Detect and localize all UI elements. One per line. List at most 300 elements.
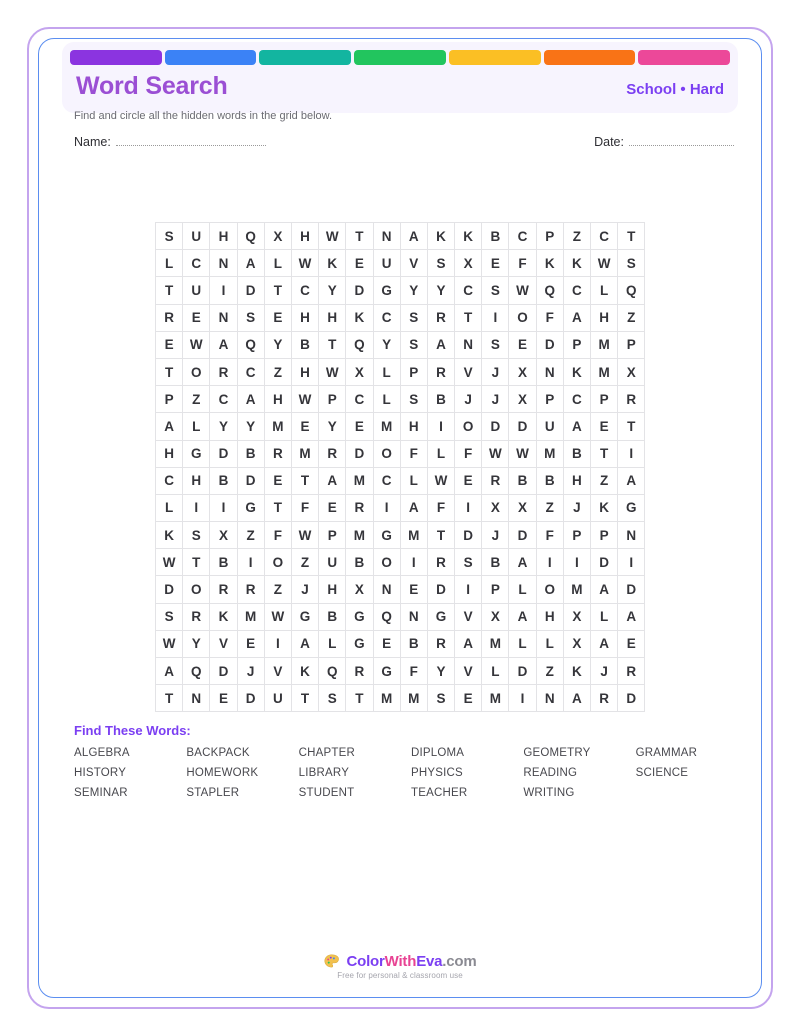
grid-cell[interactable]: J bbox=[482, 386, 509, 413]
word-list-item[interactable]: STAPLER bbox=[186, 787, 240, 799]
grid-cell[interactable]: U bbox=[319, 549, 346, 576]
grid-cell[interactable]: N bbox=[183, 685, 210, 712]
grid-cell[interactable]: G bbox=[618, 494, 645, 521]
grid-cell[interactable]: U bbox=[536, 413, 563, 440]
grid-cell[interactable]: A bbox=[509, 603, 536, 630]
grid-cell[interactable]: T bbox=[264, 277, 291, 304]
grid-cell[interactable]: M bbox=[482, 685, 509, 712]
grid-cell[interactable]: M bbox=[591, 358, 618, 385]
grid-cell[interactable]: A bbox=[591, 576, 618, 603]
grid-cell[interactable]: T bbox=[618, 413, 645, 440]
grid-cell[interactable]: X bbox=[563, 603, 590, 630]
grid-cell[interactable]: T bbox=[455, 304, 482, 331]
grid-cell[interactable]: W bbox=[264, 603, 291, 630]
grid-cell[interactable]: E bbox=[509, 331, 536, 358]
grid-cell[interactable]: X bbox=[563, 630, 590, 657]
grid-cell[interactable]: S bbox=[319, 685, 346, 712]
grid-cell[interactable]: X bbox=[509, 386, 536, 413]
word-list-item[interactable]: PHYSICS bbox=[411, 767, 463, 779]
grid-cell[interactable]: L bbox=[183, 413, 210, 440]
grid-cell[interactable]: R bbox=[346, 658, 373, 685]
grid-cell[interactable]: H bbox=[563, 467, 590, 494]
grid-cell[interactable]: K bbox=[210, 603, 237, 630]
grid-cell[interactable]: E bbox=[264, 467, 291, 494]
grid-cell[interactable]: T bbox=[156, 358, 183, 385]
grid-cell[interactable]: Z bbox=[536, 494, 563, 521]
name-field[interactable] bbox=[74, 134, 266, 149]
grid-cell[interactable]: S bbox=[156, 603, 183, 630]
grid-cell[interactable]: A bbox=[291, 630, 318, 657]
grid-cell[interactable]: N bbox=[373, 223, 400, 250]
grid-cell[interactable]: D bbox=[618, 576, 645, 603]
word-list-item[interactable]: BACKPACK bbox=[186, 747, 250, 759]
grid-cell[interactable]: O bbox=[455, 413, 482, 440]
grid-cell[interactable]: G bbox=[346, 603, 373, 630]
grid-cell[interactable]: W bbox=[291, 250, 318, 277]
grid-cell[interactable]: H bbox=[291, 304, 318, 331]
grid-cell[interactable]: P bbox=[319, 386, 346, 413]
grid-cell[interactable]: I bbox=[237, 549, 264, 576]
grid-cell[interactable]: P bbox=[156, 386, 183, 413]
grid-cell[interactable]: I bbox=[482, 304, 509, 331]
grid-cell[interactable]: Q bbox=[618, 277, 645, 304]
grid-cell[interactable]: G bbox=[373, 277, 400, 304]
grid-cell[interactable]: V bbox=[400, 250, 427, 277]
grid-cell[interactable]: N bbox=[210, 304, 237, 331]
grid-cell[interactable]: W bbox=[156, 549, 183, 576]
grid-cell[interactable]: S bbox=[237, 304, 264, 331]
grid-cell[interactable]: A bbox=[156, 413, 183, 440]
grid-cell[interactable]: J bbox=[291, 576, 318, 603]
grid-cell[interactable]: P bbox=[319, 522, 346, 549]
grid-cell[interactable]: M bbox=[482, 630, 509, 657]
grid-cell[interactable]: P bbox=[563, 331, 590, 358]
grid-cell[interactable]: L bbox=[509, 630, 536, 657]
grid-cell[interactable]: I bbox=[618, 440, 645, 467]
grid-cell[interactable]: W bbox=[427, 467, 454, 494]
grid-cell[interactable]: B bbox=[563, 440, 590, 467]
grid-cell[interactable]: E bbox=[400, 576, 427, 603]
grid-cell[interactable]: R bbox=[237, 576, 264, 603]
word-list-item[interactable]: CHAPTER bbox=[298, 747, 356, 759]
grid-cell[interactable]: F bbox=[400, 440, 427, 467]
grid-cell[interactable]: O bbox=[509, 304, 536, 331]
grid-cell[interactable]: Q bbox=[319, 658, 346, 685]
grid-cell[interactable]: A bbox=[156, 658, 183, 685]
grid-cell[interactable]: A bbox=[210, 331, 237, 358]
word-list-item[interactable]: GEOMETRY bbox=[523, 747, 591, 759]
grid-cell[interactable]: D bbox=[346, 277, 373, 304]
grid-cell[interactable]: W bbox=[156, 630, 183, 657]
grid-cell[interactable]: D bbox=[591, 549, 618, 576]
grid-cell[interactable]: W bbox=[291, 386, 318, 413]
grid-cell[interactable]: Z bbox=[183, 386, 210, 413]
grid-cell[interactable]: X bbox=[264, 223, 291, 250]
grid-cell[interactable]: J bbox=[482, 358, 509, 385]
grid-cell[interactable]: A bbox=[400, 494, 427, 521]
grid-cell[interactable]: E bbox=[591, 413, 618, 440]
grid-cell[interactable]: O bbox=[373, 440, 400, 467]
grid-cell[interactable]: G bbox=[373, 522, 400, 549]
grid-cell[interactable]: U bbox=[264, 685, 291, 712]
grid-cell[interactable]: K bbox=[563, 358, 590, 385]
word-list-item[interactable]: WRITING bbox=[523, 787, 575, 799]
grid-cell[interactable]: T bbox=[183, 549, 210, 576]
grid-cell[interactable]: Q bbox=[237, 223, 264, 250]
grid-cell[interactable]: F bbox=[427, 494, 454, 521]
grid-cell[interactable]: H bbox=[156, 440, 183, 467]
grid-cell[interactable]: H bbox=[183, 467, 210, 494]
grid-cell[interactable]: W bbox=[482, 440, 509, 467]
grid-cell[interactable]: B bbox=[346, 549, 373, 576]
grid-cell[interactable]: I bbox=[618, 549, 645, 576]
grid-cell[interactable]: P bbox=[591, 522, 618, 549]
grid-cell[interactable]: Q bbox=[373, 603, 400, 630]
grid-cell[interactable]: J bbox=[455, 386, 482, 413]
grid-cell[interactable]: M bbox=[346, 467, 373, 494]
grid-cell[interactable]: W bbox=[291, 522, 318, 549]
grid-cell[interactable]: S bbox=[400, 304, 427, 331]
word-list-item[interactable]: TEACHER bbox=[411, 787, 468, 799]
grid-cell[interactable]: B bbox=[536, 467, 563, 494]
grid-cell[interactable]: H bbox=[291, 223, 318, 250]
grid-cell[interactable]: T bbox=[264, 494, 291, 521]
grid-cell[interactable]: D bbox=[346, 440, 373, 467]
grid-cell[interactable]: E bbox=[455, 685, 482, 712]
grid-cell[interactable]: R bbox=[482, 467, 509, 494]
grid-cell[interactable]: P bbox=[563, 522, 590, 549]
word-list-item[interactable]: ALGEBRA bbox=[74, 747, 130, 759]
grid-cell[interactable]: K bbox=[319, 250, 346, 277]
grid-cell[interactable]: X bbox=[346, 576, 373, 603]
grid-cell[interactable]: H bbox=[291, 358, 318, 385]
date-field[interactable] bbox=[594, 134, 734, 149]
grid-cell[interactable]: U bbox=[373, 250, 400, 277]
grid-cell[interactable]: D bbox=[156, 576, 183, 603]
grid-cell[interactable]: M bbox=[291, 440, 318, 467]
grid-cell[interactable]: E bbox=[346, 413, 373, 440]
grid-cell[interactable]: R bbox=[210, 358, 237, 385]
grid-cell[interactable]: S bbox=[427, 250, 454, 277]
grid-cell[interactable]: A bbox=[563, 413, 590, 440]
grid-cell[interactable]: R bbox=[427, 358, 454, 385]
grid-cell[interactable]: X bbox=[210, 522, 237, 549]
grid-cell[interactable]: D bbox=[427, 576, 454, 603]
grid-cell[interactable]: C bbox=[455, 277, 482, 304]
grid-cell[interactable]: A bbox=[618, 603, 645, 630]
grid-cell[interactable]: Z bbox=[536, 658, 563, 685]
grid-cell[interactable]: E bbox=[237, 630, 264, 657]
grid-cell[interactable]: M bbox=[536, 440, 563, 467]
grid-cell[interactable]: A bbox=[400, 223, 427, 250]
grid-cell[interactable]: V bbox=[455, 658, 482, 685]
grid-cell[interactable]: L bbox=[482, 658, 509, 685]
grid-cell[interactable]: B bbox=[427, 386, 454, 413]
grid-cell[interactable]: Q bbox=[183, 658, 210, 685]
name-write-line[interactable] bbox=[116, 134, 266, 146]
grid-cell[interactable]: H bbox=[400, 413, 427, 440]
grid-cell[interactable]: T bbox=[346, 223, 373, 250]
grid-cell[interactable]: I bbox=[563, 549, 590, 576]
grid-cell[interactable]: T bbox=[156, 277, 183, 304]
grid-cell[interactable]: P bbox=[482, 576, 509, 603]
grid-cell[interactable]: N bbox=[618, 522, 645, 549]
grid-cell[interactable]: O bbox=[183, 576, 210, 603]
date-write-line[interactable] bbox=[629, 134, 734, 146]
grid-cell[interactable]: T bbox=[156, 685, 183, 712]
grid-cell[interactable]: P bbox=[400, 358, 427, 385]
grid-cell[interactable]: I bbox=[210, 494, 237, 521]
grid-cell[interactable]: C bbox=[346, 386, 373, 413]
grid-cell[interactable]: T bbox=[591, 440, 618, 467]
grid-cell[interactable]: S bbox=[455, 549, 482, 576]
grid-cell[interactable]: L bbox=[509, 576, 536, 603]
grid-cell[interactable]: T bbox=[618, 223, 645, 250]
grid-cell[interactable]: H bbox=[264, 386, 291, 413]
grid-cell[interactable]: Y bbox=[183, 630, 210, 657]
grid-cell[interactable]: M bbox=[400, 685, 427, 712]
grid-cell[interactable]: E bbox=[346, 250, 373, 277]
grid-cell[interactable]: C bbox=[509, 223, 536, 250]
grid-cell[interactable]: D bbox=[482, 413, 509, 440]
grid-cell[interactable]: T bbox=[319, 331, 346, 358]
grid-cell[interactable]: K bbox=[591, 494, 618, 521]
grid-cell[interactable]: C bbox=[291, 277, 318, 304]
grid-cell[interactable]: A bbox=[427, 331, 454, 358]
grid-cell[interactable]: G bbox=[346, 630, 373, 657]
grid-cell[interactable]: D bbox=[210, 658, 237, 685]
grid-cell[interactable]: X bbox=[509, 494, 536, 521]
grid-cell[interactable]: R bbox=[156, 304, 183, 331]
grid-cell[interactable]: H bbox=[319, 304, 346, 331]
grid-cell[interactable]: K bbox=[346, 304, 373, 331]
grid-cell[interactable]: J bbox=[482, 522, 509, 549]
grid-cell[interactable]: A bbox=[563, 304, 590, 331]
grid-cell[interactable]: M bbox=[373, 685, 400, 712]
grid-cell[interactable]: E bbox=[264, 304, 291, 331]
grid-cell[interactable]: W bbox=[509, 277, 536, 304]
grid-cell[interactable]: Z bbox=[618, 304, 645, 331]
grid-cell[interactable]: M bbox=[264, 413, 291, 440]
grid-cell[interactable]: Z bbox=[264, 358, 291, 385]
grid-cell[interactable]: C bbox=[373, 467, 400, 494]
grid-cell[interactable]: L bbox=[373, 358, 400, 385]
grid-cell[interactable]: A bbox=[509, 549, 536, 576]
grid-cell[interactable]: L bbox=[264, 250, 291, 277]
grid-cell[interactable]: C bbox=[156, 467, 183, 494]
grid-cell[interactable]: W bbox=[509, 440, 536, 467]
grid-cell[interactable]: Y bbox=[264, 331, 291, 358]
word-list-item[interactable]: HOMEWORK bbox=[186, 767, 259, 779]
grid-cell[interactable]: B bbox=[210, 549, 237, 576]
grid-cell[interactable]: Z bbox=[264, 576, 291, 603]
grid-cell[interactable]: T bbox=[346, 685, 373, 712]
grid-cell[interactable]: K bbox=[291, 658, 318, 685]
grid-cell[interactable]: S bbox=[482, 277, 509, 304]
grid-cell[interactable]: K bbox=[156, 522, 183, 549]
grid-cell[interactable]: T bbox=[291, 685, 318, 712]
grid-cell[interactable]: A bbox=[319, 467, 346, 494]
grid-cell[interactable]: B bbox=[210, 467, 237, 494]
grid-cell[interactable]: H bbox=[319, 576, 346, 603]
grid-cell[interactable]: C bbox=[237, 358, 264, 385]
grid-cell[interactable]: C bbox=[210, 386, 237, 413]
grid-cell[interactable]: C bbox=[563, 386, 590, 413]
grid-cell[interactable]: S bbox=[400, 331, 427, 358]
grid-cell[interactable]: H bbox=[591, 304, 618, 331]
grid-cell[interactable]: B bbox=[237, 440, 264, 467]
grid-cell[interactable]: R bbox=[618, 386, 645, 413]
grid-cell[interactable]: K bbox=[563, 250, 590, 277]
grid-cell[interactable]: P bbox=[536, 223, 563, 250]
grid-cell[interactable]: S bbox=[427, 685, 454, 712]
grid-cell[interactable]: M bbox=[237, 603, 264, 630]
grid-cell[interactable]: L bbox=[319, 630, 346, 657]
grid-cell[interactable]: H bbox=[536, 603, 563, 630]
grid-cell[interactable]: E bbox=[319, 494, 346, 521]
grid-cell[interactable]: G bbox=[183, 440, 210, 467]
grid-cell[interactable]: Z bbox=[563, 223, 590, 250]
grid-cell[interactable]: M bbox=[373, 413, 400, 440]
grid-cell[interactable]: S bbox=[482, 331, 509, 358]
word-list-item[interactable]: SEMINAR bbox=[74, 787, 128, 799]
grid-cell[interactable]: D bbox=[237, 277, 264, 304]
grid-cell[interactable]: Y bbox=[210, 413, 237, 440]
grid-cell[interactable]: B bbox=[482, 549, 509, 576]
grid-cell[interactable]: E bbox=[455, 467, 482, 494]
grid-cell[interactable]: Q bbox=[536, 277, 563, 304]
grid-cell[interactable]: E bbox=[156, 331, 183, 358]
grid-cell[interactable]: N bbox=[373, 576, 400, 603]
grid-cell[interactable]: T bbox=[291, 467, 318, 494]
grid-cell[interactable]: E bbox=[183, 304, 210, 331]
grid-cell[interactable]: F bbox=[455, 440, 482, 467]
grid-cell[interactable]: A bbox=[237, 250, 264, 277]
grid-cell[interactable]: I bbox=[509, 685, 536, 712]
grid-cell[interactable]: R bbox=[264, 440, 291, 467]
grid-cell[interactable]: F bbox=[536, 522, 563, 549]
grid-cell[interactable]: N bbox=[210, 250, 237, 277]
grid-cell[interactable]: Y bbox=[400, 277, 427, 304]
word-search-grid[interactable] bbox=[155, 222, 645, 712]
grid-cell[interactable]: O bbox=[183, 358, 210, 385]
grid-cell[interactable]: V bbox=[455, 603, 482, 630]
grid-cell[interactable]: E bbox=[210, 685, 237, 712]
grid-cell[interactable]: K bbox=[455, 223, 482, 250]
grid-cell[interactable]: E bbox=[618, 630, 645, 657]
word-list-item[interactable]: SCIENCE bbox=[635, 767, 689, 779]
grid-cell[interactable]: I bbox=[536, 549, 563, 576]
grid-cell[interactable]: R bbox=[618, 658, 645, 685]
grid-cell[interactable]: L bbox=[156, 250, 183, 277]
grid-cell[interactable]: A bbox=[563, 685, 590, 712]
grid-cell[interactable]: C bbox=[563, 277, 590, 304]
grid-cell[interactable]: K bbox=[536, 250, 563, 277]
grid-cell[interactable]: Q bbox=[237, 331, 264, 358]
grid-cell[interactable]: B bbox=[291, 331, 318, 358]
grid-cell[interactable]: M bbox=[400, 522, 427, 549]
grid-cell[interactable]: O bbox=[536, 576, 563, 603]
brand-row[interactable] bbox=[323, 953, 476, 970]
grid-cell[interactable]: N bbox=[400, 603, 427, 630]
grid-cell[interactable]: R bbox=[427, 630, 454, 657]
grid-cell[interactable]: K bbox=[427, 223, 454, 250]
grid-cell[interactable]: G bbox=[237, 494, 264, 521]
grid-cell[interactable]: K bbox=[563, 658, 590, 685]
grid-cell[interactable]: M bbox=[563, 576, 590, 603]
grid-cell[interactable]: N bbox=[455, 331, 482, 358]
grid-cell[interactable]: Y bbox=[319, 277, 346, 304]
grid-cell[interactable]: I bbox=[373, 494, 400, 521]
grid-cell[interactable]: X bbox=[482, 603, 509, 630]
grid-cell[interactable]: Z bbox=[237, 522, 264, 549]
grid-cell[interactable]: X bbox=[509, 358, 536, 385]
grid-cell[interactable]: Y bbox=[427, 658, 454, 685]
grid-cell[interactable]: I bbox=[183, 494, 210, 521]
grid-cell[interactable]: B bbox=[319, 603, 346, 630]
grid-cell[interactable]: U bbox=[183, 223, 210, 250]
word-list-item[interactable]: HISTORY bbox=[74, 767, 127, 779]
grid-cell[interactable]: J bbox=[237, 658, 264, 685]
grid-cell[interactable]: F bbox=[264, 522, 291, 549]
grid-cell[interactable]: F bbox=[509, 250, 536, 277]
grid-cell[interactable]: X bbox=[482, 494, 509, 521]
grid-cell[interactable]: G bbox=[291, 603, 318, 630]
grid-cell[interactable]: E bbox=[482, 250, 509, 277]
grid-cell[interactable]: G bbox=[427, 603, 454, 630]
grid-cell[interactable]: A bbox=[237, 386, 264, 413]
grid-cell[interactable]: N bbox=[536, 685, 563, 712]
grid-cell[interactable]: I bbox=[400, 549, 427, 576]
grid-cell[interactable]: S bbox=[618, 250, 645, 277]
grid-cell[interactable]: N bbox=[536, 358, 563, 385]
grid-cell[interactable]: R bbox=[427, 304, 454, 331]
grid-cell[interactable]: L bbox=[536, 630, 563, 657]
grid-cell[interactable]: F bbox=[536, 304, 563, 331]
grid-cell[interactable]: D bbox=[237, 467, 264, 494]
grid-cell[interactable]: D bbox=[509, 658, 536, 685]
grid-cell[interactable]: R bbox=[319, 440, 346, 467]
grid-cell[interactable]: R bbox=[591, 685, 618, 712]
grid-cell[interactable]: V bbox=[210, 630, 237, 657]
grid-cell[interactable]: A bbox=[591, 630, 618, 657]
grid-cell[interactable]: O bbox=[264, 549, 291, 576]
grid-cell[interactable]: S bbox=[183, 522, 210, 549]
grid-cell[interactable]: R bbox=[210, 576, 237, 603]
grid-cell[interactable]: D bbox=[455, 522, 482, 549]
grid-cell[interactable]: L bbox=[373, 386, 400, 413]
grid-cell[interactable]: S bbox=[156, 223, 183, 250]
grid-cell[interactable]: D bbox=[210, 440, 237, 467]
grid-cell[interactable]: Z bbox=[591, 467, 618, 494]
grid-cell[interactable]: M bbox=[591, 331, 618, 358]
grid-cell[interactable]: X bbox=[455, 250, 482, 277]
grid-cell[interactable]: D bbox=[618, 685, 645, 712]
grid-cell[interactable]: L bbox=[400, 467, 427, 494]
grid-cell[interactable]: P bbox=[536, 386, 563, 413]
grid-cell[interactable]: B bbox=[400, 630, 427, 657]
grid-cell[interactable]: X bbox=[346, 358, 373, 385]
grid-cell[interactable]: X bbox=[618, 358, 645, 385]
grid-cell[interactable]: F bbox=[400, 658, 427, 685]
grid-cell[interactable]: L bbox=[591, 603, 618, 630]
grid-cell[interactable]: C bbox=[373, 304, 400, 331]
grid-cell[interactable]: I bbox=[427, 413, 454, 440]
grid-cell[interactable]: I bbox=[210, 277, 237, 304]
grid-cell[interactable]: Y bbox=[427, 277, 454, 304]
grid-cell[interactable]: R bbox=[427, 549, 454, 576]
grid-cell[interactable]: M bbox=[346, 522, 373, 549]
